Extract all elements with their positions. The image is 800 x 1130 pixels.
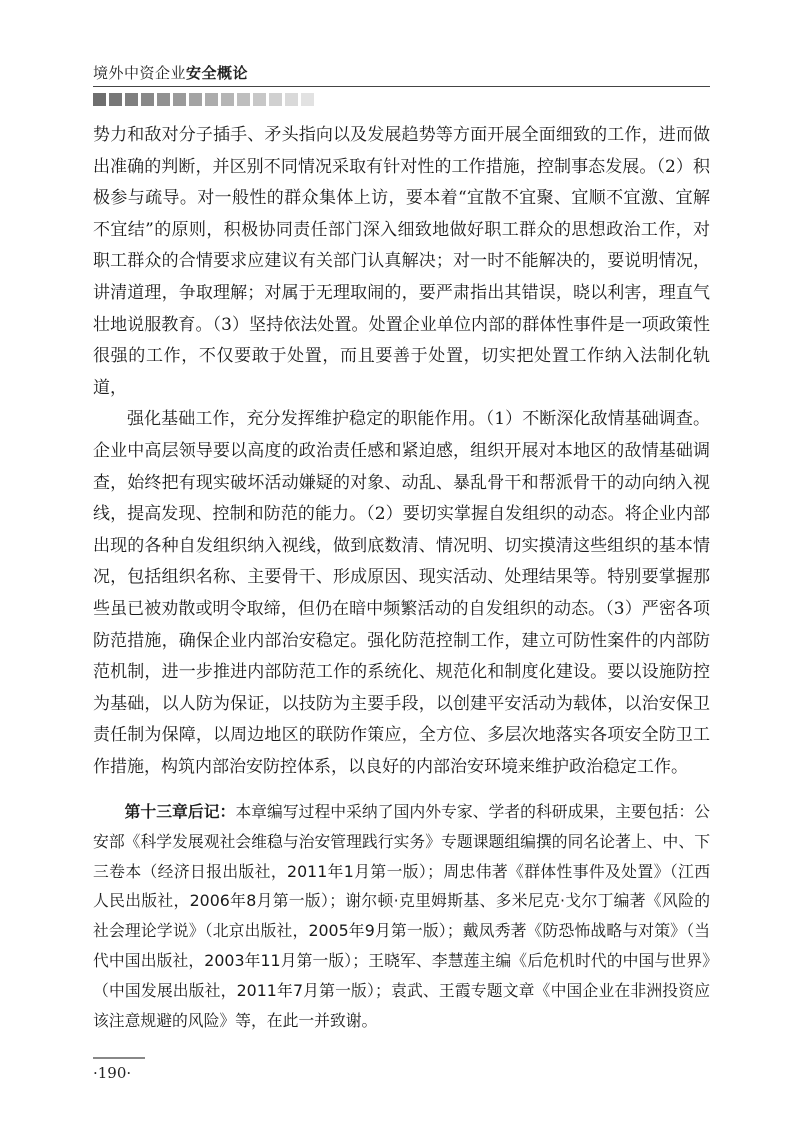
header-title-bold: 安全概论: [186, 64, 249, 82]
header-square: [141, 93, 154, 106]
header-square: [157, 93, 170, 106]
afterword-text: 本章编写过程中采纳了国内外专家、学者的科研成果，主要包括：公安部《科学发展观社会维稳与治安管理践行实务》专题课题组编撰的同名论著上、中、下三卷本（经济日报出版社，2011年1月第一版）；周忠伟著《群体性事件及处置》（江西人民出版社，2006年8月第一版）；谢尔顿·克里姆斯基、多米尼克·戈尔丁编著《风险的社会理论学说》（北京出版社，2005年9月第一版）；戴凤秀著《防恐怖战略与对策》（当代中国出版社，2003年11月第一版）；王晓军、李慧莲主编《后危机时代的中国与世界》（中国发展出版社，2011年7月第一版）；袁武、王霞专题文章《中国企业在非洲投资应该注意规避的风险》等，在此一并致谢。: [93, 802, 710, 1030]
afterword-title: 第十三章后记：: [124, 802, 236, 821]
running-header: [93, 62, 248, 83]
header-square: [109, 93, 122, 106]
paragraph-continuation: 势力和敌对分子插手、矛头指向以及发展趋势等方面开展全面细致的工作，进而做出准确的判断，并区别不同情况采取有针对性的工作措施，控制事态发展。（2）积极参与疏导。对一般性的群众集体上访，要本着“宜散不宜聚、宜顺不宜激、宜解不宜结”的原则，积极协同责任部门深入细致地做好职工群众的思想政治工作，对职工群众的合情要求应建议有关部门认真解决；对一时不能解决的，要说明情况，讲清道理，争取理解；对属于无理取闹的，要严肃指出其错误，晓以利害，理直气壮地说服教育。（3）坚持依法处置。处置企业单位内部的群体性事件是一项政策性很强的工作，不仅要敢于处置，而且要善于处置，切实把处置工作纳入法制化轨道，: [93, 125, 710, 398]
header-square: [269, 93, 282, 106]
header-square: [253, 93, 266, 106]
chapter-afterword: [93, 797, 710, 1035]
header-square: [221, 93, 234, 106]
header-square: [93, 93, 106, 106]
header-square: [125, 93, 138, 106]
header-square: [301, 93, 314, 106]
header-square: [205, 93, 218, 106]
header-square: [237, 93, 250, 106]
header-square: [285, 93, 298, 106]
main-text: [93, 120, 710, 783]
paragraph-basic-work: 强化基础工作，充分发挥维护稳定的职能作用。（1）不断深化敌情基础调查。企业中高层领导要以高度的政治责任感和紧迫感，组织开展对本地区的敌情基础调查，始终把有现实破坏活动嫌疑的对象、动乱、暴乱骨干和帮派骨干的动向纳入视线，提高发现、控制和防范的能力。（2）要切实掌握自发组织的动态。将企业内部出现的各种自发组织纳入视线，做到底数清、情况明、切实摸清这些组织的基本情况，包括组织名称、主要骨干、形成原因、现实活动、处理结果等。特别要掌握那些虽已被劝散或明令取缔，但仍在暗中频繁活动的自发组织的动态。（3）严密各项防范措施，确保企业内部治安稳定。强化防范控制工作，建立可防性案件的内部防范机制，进一步推进内部防范工作的系统化、规范化和制度化建设。要以设施防控为基础，以人防为保证，以技防为主要手段，以创建平安活动为载体，以治安保卫责任制为保障，以周边地区的联防作策应，全方位、多层次地落实各项安全防卫工作措施，构筑内部治安防控体系，以良好的内部治安环境来维护政治稳定工作。: [93, 409, 710, 777]
footer-rule: [93, 1057, 145, 1059]
header-square-strip: [93, 93, 314, 106]
page-number: ·190·: [93, 1064, 132, 1082]
header-square: [173, 93, 186, 106]
header-title-regular: 境外中资企业: [93, 64, 187, 82]
header-rule: [93, 86, 710, 87]
header-square: [189, 93, 202, 106]
